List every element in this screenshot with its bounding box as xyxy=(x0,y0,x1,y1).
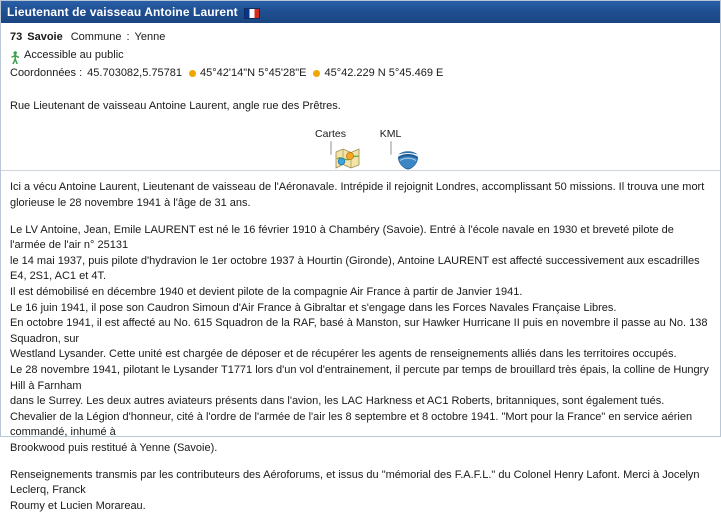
bio-line-6: Westland Lysander. Cette unité est chargée de déposer et de récupérer les agents de renseignements alliés dans les territoires occupés. xyxy=(10,348,677,361)
coordinates-label: Coordonnées : xyxy=(10,66,83,79)
bio-line-9: Chevalier de la Légion d'honneur, cité à l'ordre de l'armée de l'air les 8 septembre et 8 octobre 1941. "Mort pour la France" en service aérien commandé, inhumé à xyxy=(10,410,693,439)
kml-button-box[interactable] xyxy=(390,141,392,155)
colon-separator: : xyxy=(126,31,130,43)
accessibility-label: Accessible au public xyxy=(24,48,124,61)
coordinates-row xyxy=(10,66,711,82)
location-row xyxy=(10,30,711,46)
credits-line-2: Roumy et Lucien Morareau. xyxy=(10,499,146,512)
intro-paragraph: Ici a vécu Antoine Laurent, Lieutenant de vaisseau de l'Aéronavale. Intrépide il rejoignit Londres, accomplissant 50 missions. Il trouva une mort glorieuse le 28 novembre 1941 à l'âge de 31 ans. xyxy=(10,181,705,209)
cartes-button-box[interactable] xyxy=(330,141,332,155)
bio-line-7: Le 28 novembre 1941, pilotant le Lysander T1771 lors d'un vol d'entrainement, il percute par temps de brouillard très épais, la colline de Hungry Hill à Farnham xyxy=(10,364,709,392)
orange-dot-icon-2 xyxy=(313,70,320,77)
department-name: Savoie xyxy=(27,31,63,43)
cartes-label: Cartes xyxy=(315,128,346,141)
page-title: Lieutenant de vaisseau Antoine Laurent xyxy=(7,5,238,19)
credits-line-1: Renseignements transmis par les contributeurs des Aéroforums, et issus du "mémorial des F.A.F.L." du Colonel Henry Lafont. Merci à Jocelyn Leclerq, Franck xyxy=(10,468,700,497)
body-text xyxy=(1,171,720,514)
tool-button-row xyxy=(1,128,720,154)
bio-line-1: Le LV Antoine, Jean, Emile LAURENT est né le 16 février 1910 à Chambéry (Savoie). Entré à l'école navale en 1930 et breveté pilote de l'armée de l'air n° 25131 xyxy=(10,223,674,252)
coordinates-dm[interactable]: 45°42.229 N 5°45.469 E xyxy=(324,66,444,79)
accessibility-row xyxy=(10,48,711,64)
commune-name: Yenne xyxy=(134,31,166,43)
biography-paragraph xyxy=(10,223,711,457)
coordinates-dms[interactable]: 45°42'14"N 5°45'28"E xyxy=(200,66,307,79)
orange-dot-icon xyxy=(189,70,196,77)
kml-label: KML xyxy=(379,128,402,141)
map-icon xyxy=(335,147,360,170)
window-titlebar xyxy=(1,1,720,23)
bio-line-2: le 14 mai 1937, puis pilote d'hydravion le 1er octobre 1937 à Hourtin (Gironde), Antoine LAURENT est affecté successivement aux escadrilles E4, 2S1, AC1 et 4T. xyxy=(10,254,700,283)
french-flag-icon xyxy=(244,8,260,19)
coordinates-decimal[interactable]: 45.703082,5.75781 xyxy=(87,66,182,79)
globe-kml-icon xyxy=(396,146,420,171)
address-line: Rue Lieutenant de vaisseau Antoine Laurent, angle rue des Prêtres. xyxy=(10,99,341,112)
kml-button[interactable] xyxy=(368,128,414,154)
bio-line-8: dans le Surrey. Les deux autres aviateurs présents dans l'avion, les LAC Harkness et AC1 Roberts, britanniques, sont également tués. xyxy=(10,395,665,408)
cartes-button[interactable] xyxy=(308,128,354,154)
credits-paragraph xyxy=(10,468,711,515)
bio-line-3: Il est démobilisé en décembre 1940 et devient pilote de la compagnie Air France à partir de Janvier 1941. xyxy=(10,285,523,298)
info-block xyxy=(1,23,720,88)
pedestrian-access-icon xyxy=(10,51,21,64)
bio-line-5: En octobre 1941, il est affecté au No. 615 Squadron de la RAF, basé à Manston, sur Hawker Hurricane II puis en novembre il passe au No. 138 Squadron, sur xyxy=(10,317,708,345)
bio-line-10: Brookwood puis restitué à Yenne (Savoie). xyxy=(10,442,218,455)
bio-line-4: Le 16 juin 1941, il pose son Caudron Simoun d'Air France à Gibraltar et s'engage dans les Forces Navales Française Libres. xyxy=(10,301,617,314)
type-label: Commune xyxy=(70,31,122,43)
department-code: 73 xyxy=(10,31,23,43)
